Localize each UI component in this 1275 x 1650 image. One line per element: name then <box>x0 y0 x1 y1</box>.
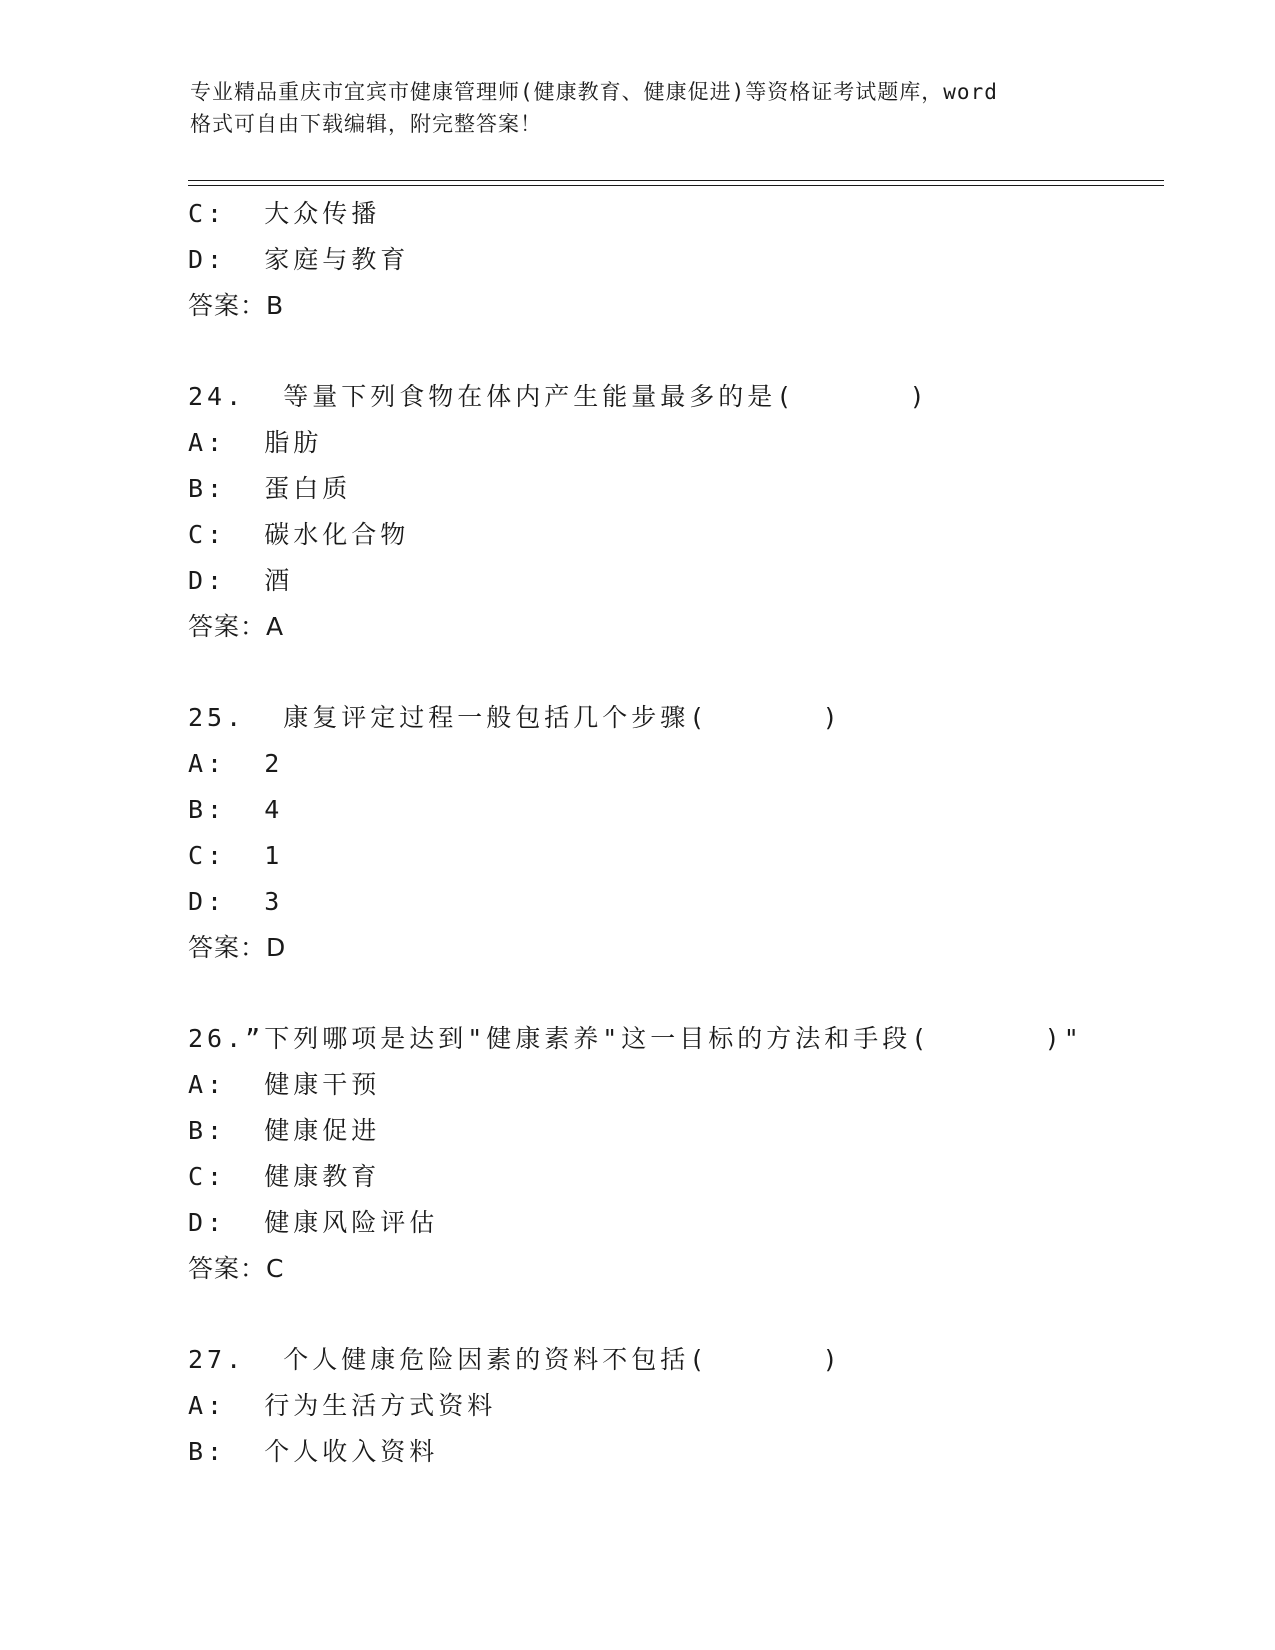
option-a: A: 行为生活方式资料 <box>188 1391 497 1420</box>
question-stem: 26.”下列哪项是达到"健康素养"这一目标的方法和手段( )" <box>188 1024 1083 1053</box>
option-b: B: 个人收入资料 <box>188 1437 439 1466</box>
question-25 <box>188 695 1168 971</box>
question-stem: 24. 等量下列食物在体内产生能量最多的是( ) <box>188 382 929 411</box>
header-divider-bottom <box>188 185 1164 186</box>
question-stem: 25. 康复评定过程一般包括几个步骤( ) <box>188 703 842 732</box>
option-b: B: 4 <box>188 795 284 824</box>
option-a: A: 脂肪 <box>188 428 323 457</box>
option-c: C: 1 <box>188 841 284 870</box>
option-a: A: 健康干预 <box>188 1070 381 1099</box>
option-b: B: 蛋白质 <box>188 474 352 503</box>
document-header <box>190 76 1090 140</box>
answer-line: 答案：C <box>188 1254 285 1283</box>
option-a: A: 2 <box>188 749 284 778</box>
option-d: D: 酒 <box>188 566 294 595</box>
option-c: C: 大众传播 <box>188 199 381 228</box>
option-c: C: 健康教育 <box>188 1162 381 1191</box>
question-26 <box>188 1016 1168 1292</box>
header-divider-top <box>188 180 1164 181</box>
question-27 <box>188 1337 1168 1475</box>
option-d: D: 健康风险评估 <box>188 1208 439 1237</box>
question-stem: 27. 个人健康危险因素的资料不包括( ) <box>188 1345 842 1374</box>
question-list <box>188 191 1168 1475</box>
option-d: D: 家庭与教育 <box>188 245 410 274</box>
option-d: D: 3 <box>188 887 284 916</box>
header-line-1: 专业精品重庆市宜宾市健康管理师(健康教育、健康促进)等资格证考试题库，word <box>190 80 998 104</box>
answer-line: 答案：D <box>188 933 287 962</box>
option-b: B: 健康促进 <box>188 1116 381 1145</box>
answer-line: 答案：B <box>188 291 285 320</box>
header-line-2: 格式可自由下载编辑，附完整答案！ <box>190 112 542 136</box>
answer-line: 答案：A <box>188 612 285 641</box>
question-24 <box>188 374 1168 650</box>
option-c: C: 碳水化合物 <box>188 520 410 549</box>
